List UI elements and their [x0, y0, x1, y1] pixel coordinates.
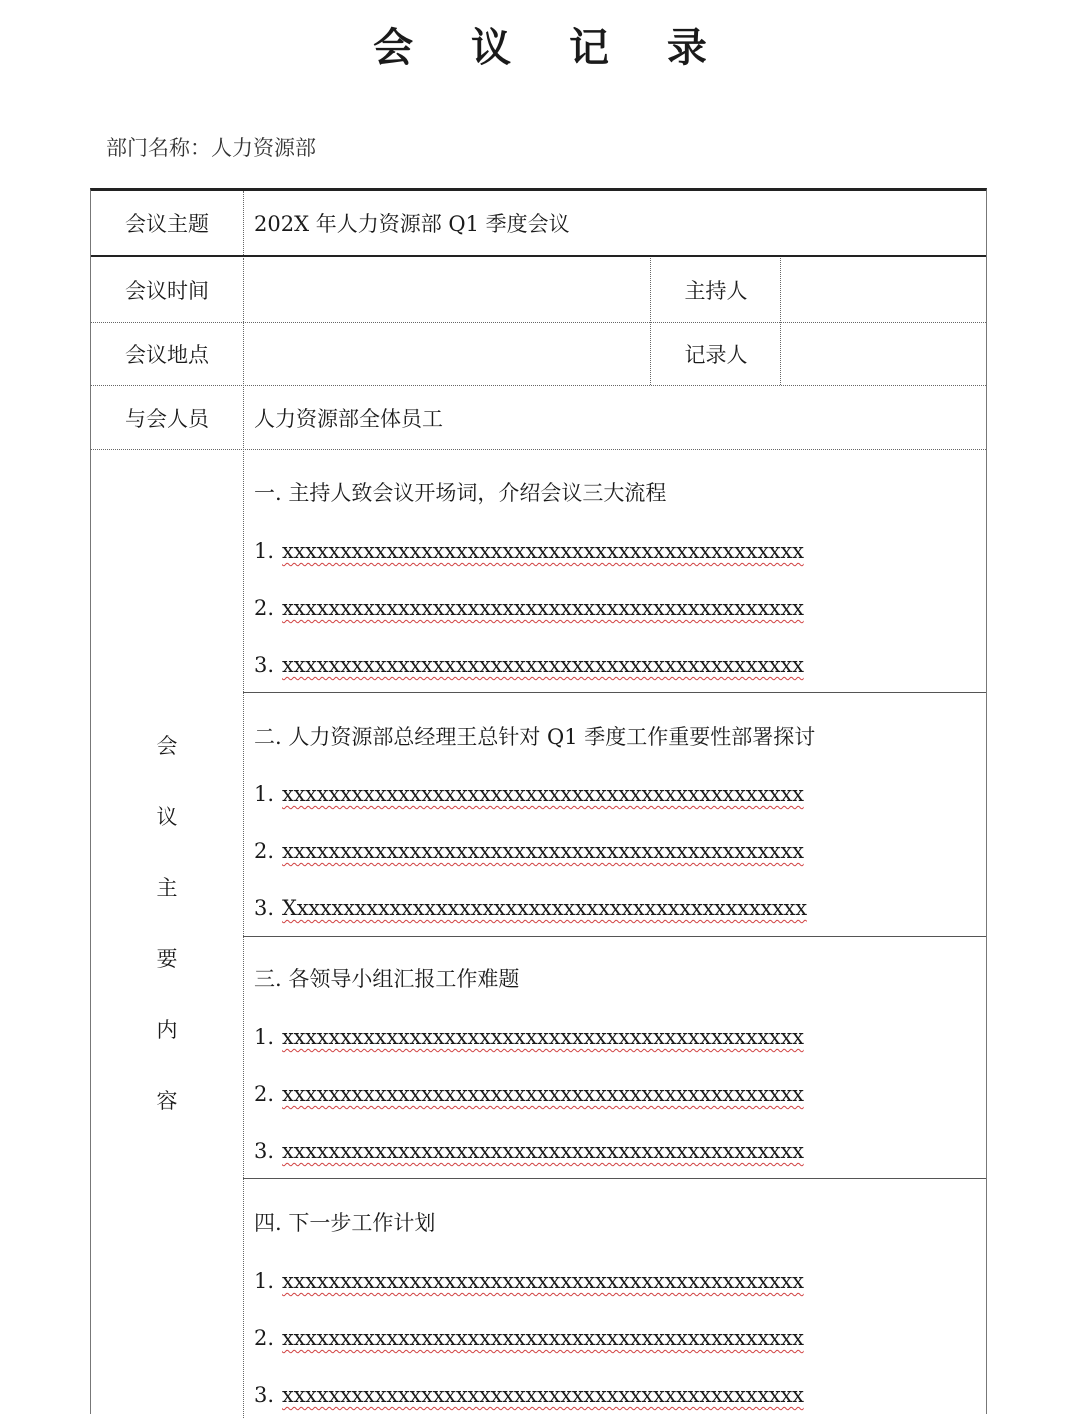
list-item[interactable] [254, 1079, 804, 1109]
item-number: 1. [254, 1269, 275, 1293]
item-number: 3. [254, 1383, 275, 1407]
list-item[interactable] [254, 1022, 804, 1052]
content-label-char: 会 [156, 734, 178, 758]
list-item[interactable] [254, 1323, 804, 1353]
topic-value[interactable]: 202X 年人力资源部 Q1 季度会议 [254, 212, 570, 236]
department-value: 人力资源部 [211, 136, 316, 160]
item-text: xxxxxxxxxxxxxxxxxxxxxxxxxxxxxxxxxxxxxxxxxxxxx [282, 1139, 804, 1163]
item-text: xxxxxxxxxxxxxxxxxxxxxxxxxxxxxxxxxxxxxxxxxxxxx [282, 653, 804, 677]
list-item[interactable] [254, 836, 804, 866]
attendees-value[interactable]: 人力资源部全体员工 [254, 406, 443, 431]
content-label-char: 内 [156, 1018, 178, 1042]
list-item[interactable] [254, 893, 807, 923]
section-divider [243, 1178, 986, 1179]
item-text: xxxxxxxxxxxxxxxxxxxxxxxxxxxxxxxxxxxxxxxxxxxxx [282, 839, 804, 863]
topic-label: 会议主题 [125, 212, 209, 236]
item-text: xxxxxxxxxxxxxxxxxxxxxxxxxxxxxxxxxxxxxxxxxxxxx [282, 539, 804, 563]
divider [91, 449, 986, 450]
item-text: xxxxxxxxxxxxxxxxxxxxxxxxxxxxxxxxxxxxxxxxxxxxx [282, 782, 804, 806]
divider [91, 255, 986, 257]
item-number: 2. [254, 1326, 275, 1350]
item-number: 2. [254, 839, 275, 863]
list-item[interactable] [254, 593, 804, 623]
section-title: 三. 各领导小组汇报工作难题 [254, 967, 520, 991]
item-number: 1. [254, 539, 275, 563]
host-label: 主持人 [684, 279, 748, 303]
recorder-label: 记录人 [684, 343, 748, 367]
item-number: 2. [254, 1082, 275, 1106]
item-text: xxxxxxxxxxxxxxxxxxxxxxxxxxxxxxxxxxxxxxxxxxxxx [282, 1326, 804, 1350]
item-number: 3. [254, 1139, 275, 1163]
item-number: 3. [254, 896, 275, 920]
item-number: 1. [254, 1025, 275, 1049]
item-text: xxxxxxxxxxxxxxxxxxxxxxxxxxxxxxxxxxxxxxxxxxxxx [282, 1383, 804, 1407]
meeting-table [90, 188, 987, 1414]
list-item[interactable] [254, 1380, 804, 1410]
item-text: xxxxxxxxxxxxxxxxxxxxxxxxxxxxxxxxxxxxxxxxxxxxx [282, 1025, 804, 1049]
section-title: 一. 主持人致会议开场词，介绍会议三大流程 [254, 481, 667, 505]
section-title: 四. 下一步工作计划 [254, 1211, 436, 1235]
item-text: xxxxxxxxxxxxxxxxxxxxxxxxxxxxxxxxxxxxxxxxxxxxx [282, 1082, 804, 1106]
section-divider [243, 692, 986, 693]
content-label-char: 容 [156, 1089, 178, 1113]
content-label-char: 要 [156, 947, 178, 971]
column-divider [243, 191, 244, 255]
attendees-label: 与会人员 [125, 406, 209, 431]
recorder-value[interactable] [791, 323, 981, 385]
item-text: xxxxxxxxxxxxxxxxxxxxxxxxxxxxxxxxxxxxxxxxxxxxx [282, 596, 804, 620]
host-value[interactable] [791, 258, 981, 322]
item-number: 3. [254, 653, 275, 677]
list-item[interactable] [254, 536, 804, 566]
content-label-char: 主 [156, 876, 178, 900]
department-label: 部门名称： [106, 136, 211, 160]
item-number: 2. [254, 596, 275, 620]
item-text: Xxxxxxxxxxxxxxxxxxxxxxxxxxxxxxxxxxxxxxxxxxxxx [282, 896, 807, 920]
item-text: xxxxxxxxxxxxxxxxxxxxxxxxxxxxxxxxxxxxxxxxxxxxx [282, 1269, 804, 1293]
document-title: 会 议 记 录 [373, 24, 729, 71]
time-label: 会议时间 [125, 279, 209, 303]
column-divider [780, 258, 781, 385]
section-title: 二. 人力资源部总经理王总针对 Q1 季度工作重要性部署探讨 [254, 725, 816, 749]
list-item[interactable] [254, 1266, 804, 1296]
section-divider [243, 936, 986, 937]
place-label: 会议地点 [125, 343, 209, 367]
content-label-char: 议 [156, 805, 178, 829]
time-value[interactable] [254, 258, 649, 322]
column-divider [650, 258, 651, 385]
item-number: 1. [254, 782, 275, 806]
list-item[interactable] [254, 779, 804, 809]
department-line [106, 133, 316, 163]
place-value[interactable] [254, 323, 649, 385]
list-item[interactable] [254, 650, 804, 680]
column-divider [243, 258, 244, 1418]
content-label [91, 731, 243, 1157]
list-item[interactable] [254, 1136, 804, 1166]
